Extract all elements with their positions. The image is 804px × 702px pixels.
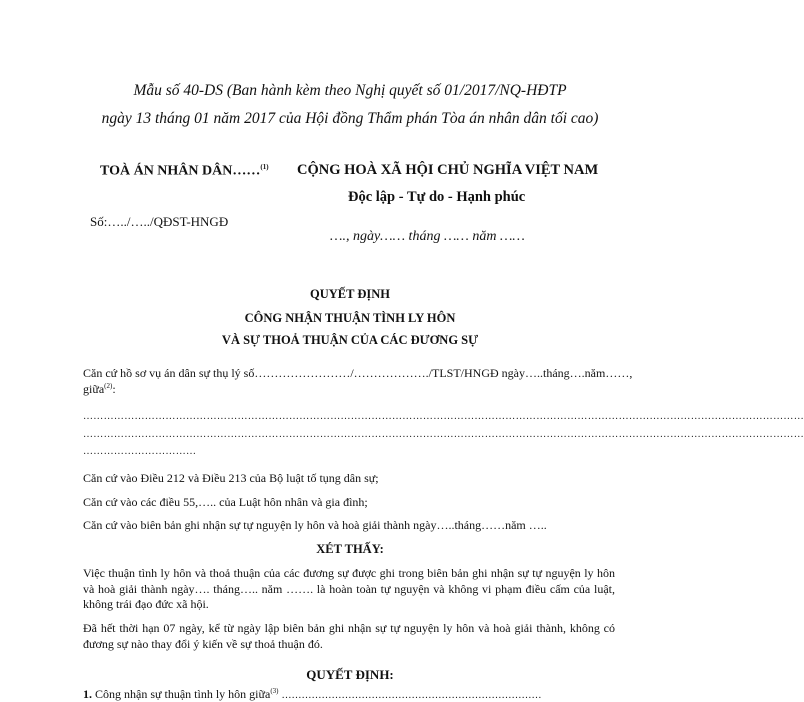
document-subtitle-1: CÔNG NHẬN THUẬN TÌNH LY HÔN (244, 311, 456, 325)
issue-date: …., ngày…… tháng …… năm …… (330, 229, 525, 244)
form-header-line-2: ngày 13 tháng 01 năm 2017 của Hội đồng Thẩm phán Tòa án nhân dân tối cao) (101, 110, 599, 127)
document-subtitle-2: VÀ SỰ THOẢ THUẬN CỦA CÁC ĐƯƠNG SỰ (221, 333, 479, 347)
national-motto: Độc lập - Tự do - Hạnh phúc (348, 189, 526, 205)
form-header-line-1: Mẫu số 40-DS (Ban hành kèm theo Nghị quyết số 01/2017/NQ-HĐTP (133, 82, 567, 99)
court-name (100, 163, 269, 180)
basis-between (83, 382, 116, 397)
basis-case-file: Căn cứ hồ sơ vụ án dân sự thụ lý số……………………/………………./TLST/HNGĐ ngày…..tháng….năm……, (83, 366, 633, 380)
party-dots-line-2: ………………………………………………………………………………………………………………………………………………………………………………………… (83, 429, 804, 440)
court-footnote: (1) (260, 163, 269, 171)
findings-paragraph-1: Việc thuận tình ly hôn và thoả thuận của các đương sự được ghi trong biên bản ghi nhận sự tự nguyện ly hôn và hoà giải thành ngày…. tháng….. năm ……. là hoàn toàn tự nguyện và không vi phạm điều cấm của luật, không trái đạo đức xã hội. (83, 566, 615, 611)
basis-marriage-law: Căn cứ vào các điều 55,….. của Luật hôn nhân và gia đình; (83, 495, 368, 509)
decision-item-footnote: (3) (270, 687, 279, 695)
party-dots-line-3: …………………………… (83, 446, 197, 457)
decision-item-number: 1. (83, 687, 92, 701)
findings-paragraph-2: Đã hết thời hạn 07 ngày, kể từ ngày lập biên bản ghi nhận sự tự nguyện ly hôn và hoà giải thành, không có đương sự nào thay đổi ý kiến về sự thoả thuận đó. (83, 621, 615, 651)
decision-item-1 (83, 687, 542, 702)
document-title: QUYẾT ĐỊNH (310, 287, 390, 301)
basis-civil-procedure: Căn cứ vào Điều 212 và Điều 213 của Bộ luật tố tụng dân sự; (83, 471, 379, 485)
findings-heading: XÉT THẤY: (316, 542, 384, 556)
between-label: giữa (83, 382, 105, 396)
basis-record: Căn cứ vào biên bản ghi nhận sự tự nguyện ly hôn và hoà giải thành ngày…..tháng……năm ….. (83, 518, 547, 532)
decision-item-text: Công nhận sự thuận tình ly hôn giữa (95, 687, 271, 701)
decision-number: Số:…../…../QĐST-HNGĐ (90, 214, 229, 229)
court-name-text: TOÀ ÁN NHÂN DÂN…… (100, 163, 261, 179)
national-title: CỘNG HOÀ XÃ HỘI CHỦ NGHĨA VIỆT NAM (297, 162, 599, 178)
between-footnote: (2) (104, 382, 113, 390)
between-colon: : (112, 382, 116, 396)
decision-heading: QUYẾT ĐỊNH: (306, 667, 394, 682)
party-dots-line-1: ………………………………………………………………………………………………………………………………………………………………………………………… (83, 411, 804, 422)
decision-item-dots: …………………………………………………………………… (281, 690, 542, 701)
